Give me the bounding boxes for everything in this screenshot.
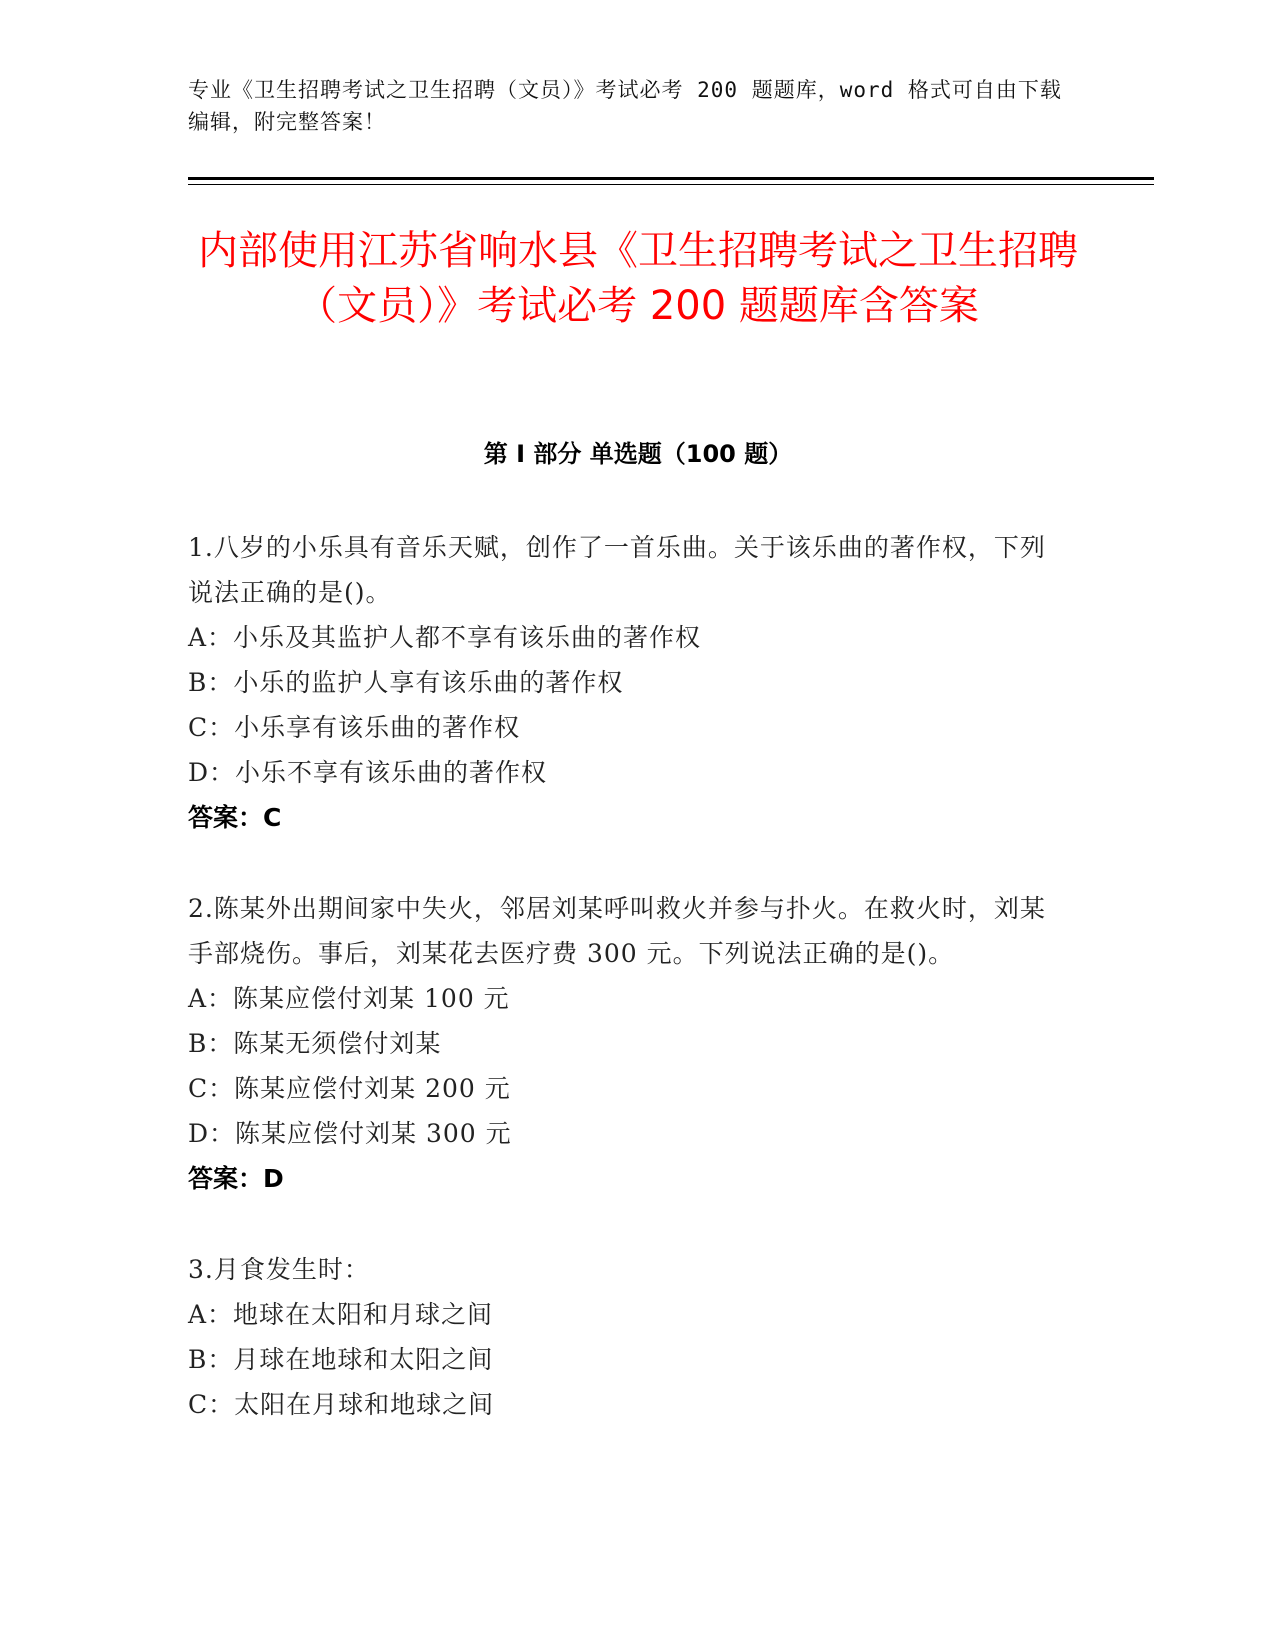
option-c: C：太阳在月球和地球之间 [188, 1390, 495, 1419]
option-d: D：小乐不享有该乐曲的著作权 [188, 758, 548, 787]
question-1 [188, 525, 1068, 840]
header-note: 专业《卫生招聘考试之卫生招聘（文员）》考试必考 200 题题库，word 格式可自由下载编辑，附完整答案！ [188, 78, 1062, 134]
document-title: 内部使用江苏省响水县《卫生招聘考试之卫生招聘（文员）》考试必考 200 题题库含答案 [198, 228, 1078, 329]
question-stem: 1.八岁的小乐具有音乐天赋，创作了一首乐曲。关于该乐曲的著作权，下列说法正确的是()。 [188, 533, 1046, 607]
option-b: B：月球在地球和太阳之间 [188, 1345, 494, 1374]
option-a: A：陈某应偿付刘某 100 元 [188, 984, 510, 1013]
header-rule-thin [188, 184, 1154, 185]
question-stem: 2.陈某外出期间家中失火，邻居刘某呼叫救火并参与扑火。在救火时，刘某手部烧伤。事后，刘某花去医疗费 300 元。下列说法正确的是()。 [188, 894, 1046, 968]
question-3 [188, 1247, 1068, 1427]
answer: 答案：C [188, 803, 282, 832]
header-rule-thick [188, 177, 1154, 180]
question-2 [188, 886, 1068, 1201]
question-list [188, 525, 1068, 1473]
option-d: D：陈某应偿付刘某 300 元 [188, 1119, 512, 1148]
option-c: C：陈某应偿付刘某 200 元 [188, 1074, 511, 1103]
question-stem: 3.月食发生时： [188, 1255, 370, 1284]
option-b: B：陈某无须偿付刘某 [188, 1029, 442, 1058]
option-c: C：小乐享有该乐曲的著作权 [188, 713, 521, 742]
option-a: A：小乐及其监护人都不享有该乐曲的著作权 [188, 623, 702, 652]
option-b: B：小乐的监护人享有该乐曲的著作权 [188, 668, 624, 697]
section-title: 第 I 部分 单选题（100 题） [483, 440, 793, 468]
answer: 答案：D [188, 1164, 284, 1193]
option-a: A：地球在太阳和月球之间 [188, 1300, 494, 1329]
